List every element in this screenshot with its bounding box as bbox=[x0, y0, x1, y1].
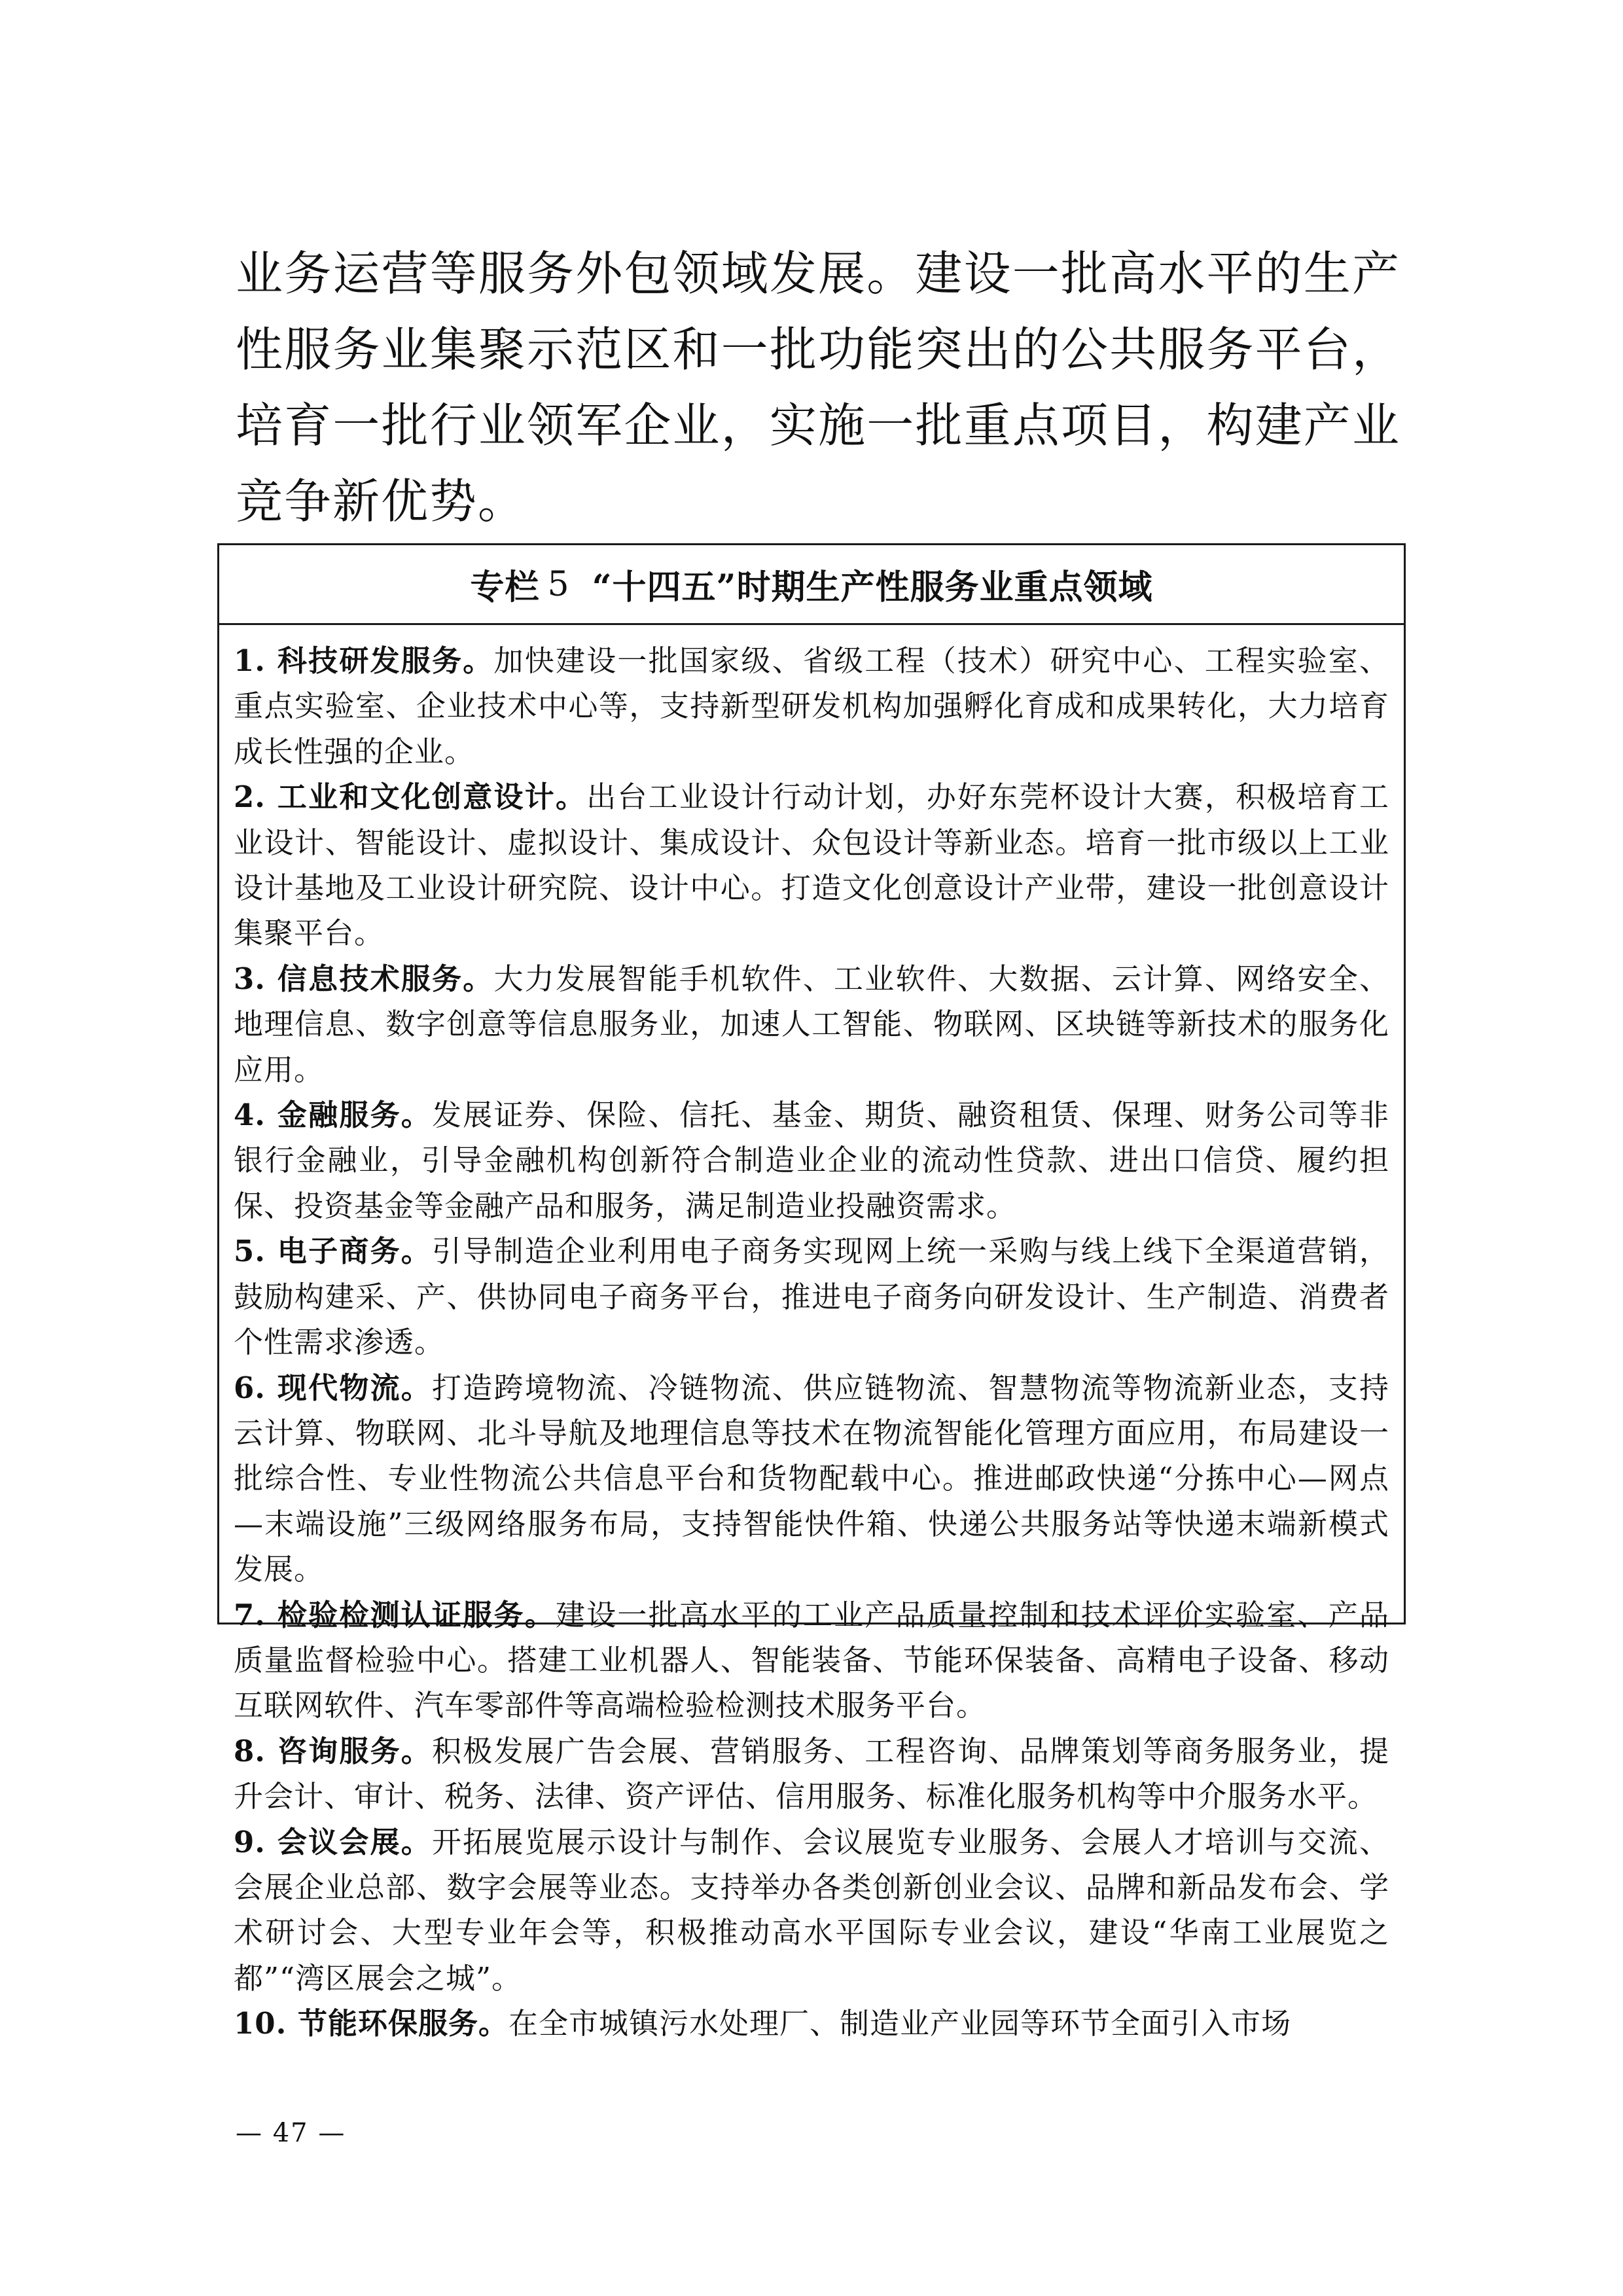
item-text: 打造跨境物流、冷链物流、供应链物流、智慧物流等物流新业态，支持云计算、物联网、北斗导航及地理信息等技术在物流智能化管理方面应用，布局建设一批综合性、专业性物流公共信息平台和货物配载中心。推进邮政快递“分拣中心—网点—末端设施”三级网络服务布局，支持智能快件箱、快递公共服务站等快递末端新模式发展。 bbox=[234, 1370, 1389, 1587]
feature-box bbox=[217, 543, 1406, 2041]
item-text: 建设一批高水平的工业产品质量控制和技术评价实验室、产品质量监督检验中心。搭建工业机器人、智能装备、节能环保装备、高精电子设备、移动互联网软件、汽车零部件等高端检验检测技术服务平台。 bbox=[234, 1597, 1389, 1723]
box-title-number: 5 bbox=[547, 564, 570, 604]
item-text: 积极发展广告会展、营销服务、工程咨询、品牌策划等商务服务业，提升会计、审计、税务、法律、资产评估、信用服务、标准化服务机构等中介服务水平。 bbox=[234, 1733, 1389, 1814]
item-label: 5. 电子商务。 bbox=[234, 1234, 433, 1269]
box-title bbox=[219, 545, 1404, 625]
list-item bbox=[234, 1729, 1389, 1820]
item-label: 10. 节能环保服务。 bbox=[234, 2006, 508, 2041]
list-item bbox=[234, 1592, 1389, 1729]
list-item bbox=[234, 774, 1389, 956]
item-label: 6. 现代物流。 bbox=[234, 1370, 433, 1405]
item-text: 在全市城镇污水处理厂、制造业产业园等环节全面引入市场 bbox=[508, 2006, 1291, 2041]
list-item bbox=[234, 1229, 1389, 1365]
item-text: 发展证券、保险、信托、基金、期货、融资租赁、保理、财务公司等非银行金融业，引导金融机构创新符合制造业企业的流动性贷款、进出口信贷、履约担保、投资基金等金融产品和服务，满足制造业投融资需求。 bbox=[234, 1098, 1389, 1223]
item-label: 4. 金融服务。 bbox=[234, 1098, 433, 1133]
list-item bbox=[234, 1365, 1389, 1592]
intro-paragraph: 业务运营等服务外包领域发展。建设一批高水平的生产性服务业集聚示范区和一批功能突出的公共服务平台，培育一批行业领军企业，实施一批重点项目，构建产业竞争新优势。 bbox=[236, 246, 1400, 529]
item-label: 9. 会议会展。 bbox=[234, 1824, 433, 1859]
list-item bbox=[234, 638, 1389, 774]
list-item bbox=[234, 2001, 1389, 2046]
item-text: 加快建设一批国家级、省级工程（技术）研究中心、工程实验室、重点实验室、企业技术中心等，支持新型研发机构加强孵化育成和成果转化，大力培育成长性强的企业。 bbox=[234, 643, 1389, 769]
item-label: 2. 工业和文化创意设计。 bbox=[234, 780, 587, 815]
list-item bbox=[234, 1092, 1389, 1229]
box-title-text: “十四五”时期生产性服务业重点领域 bbox=[592, 567, 1153, 607]
box-title-prefix: 专栏 bbox=[470, 567, 540, 607]
item-text: 引导制造企业利用电子商务实现网上统一采购与线上线下全渠道营销，鼓励构建采、产、供协同电子商务平台，推进电子商务向研发设计、生产制造、消费者个性需求渗透。 bbox=[234, 1234, 1389, 1360]
item-label: 7. 检验检测认证服务。 bbox=[234, 1597, 556, 1632]
item-label: 3. 信息技术服务。 bbox=[234, 961, 494, 996]
item-text: 出台工业设计行动计划，办好东莞杯设计大赛，积极培育工业设计、智能设计、虚拟设计、集成设计、众包设计等新业态。培育一批市级以上工业设计基地及工业设计研究院、设计中心。打造文化创意设计产业带，建设一批创意设计集聚平台。 bbox=[234, 780, 1389, 951]
list-item bbox=[234, 1820, 1389, 2001]
box-items bbox=[219, 625, 1404, 2047]
item-label: 1. 科技研发服务。 bbox=[234, 643, 494, 678]
page-number: — 47 — bbox=[236, 2118, 346, 2148]
item-label: 8. 咨询服务。 bbox=[234, 1733, 433, 1768]
list-item bbox=[234, 956, 1389, 1092]
item-text: 开拓展览展示设计与制作、会议展览专业服务、会展人才培训与交流、会展企业总部、数字会展等业态。支持举办各类创新创业会议、品牌和新品发布会、学术研讨会、大型专业年会等，积极推动高水平国际专业会议，建设“华南工业展览之都”“湾区展会之城”。 bbox=[234, 1824, 1389, 1996]
item-text: 大力发展智能手机软件、工业软件、大数据、云计算、网络安全、地理信息、数字创意等信息服务业，加速人工智能、物联网、区块链等新技术的服务化应用。 bbox=[234, 961, 1389, 1087]
